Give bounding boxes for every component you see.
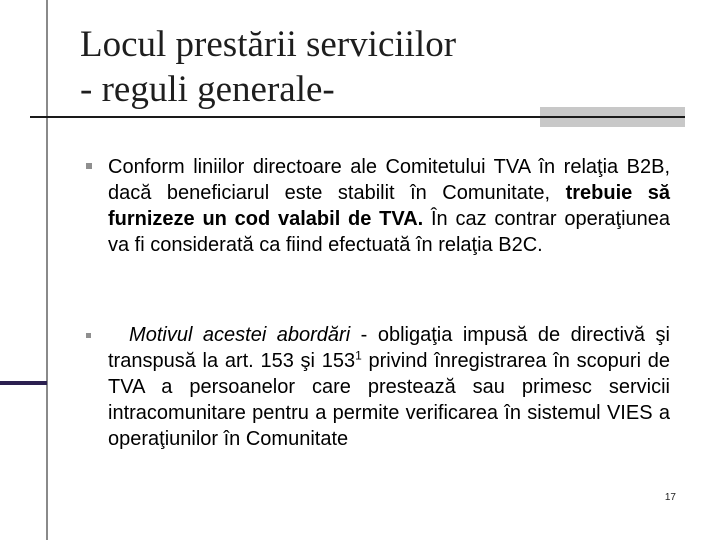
title-underline: [30, 116, 685, 118]
page-number: 17: [664, 492, 676, 503]
bullet-item-1: [108, 154, 670, 258]
bullet-item-2: [108, 322, 670, 452]
title-line-2: - reguli generale-: [80, 69, 335, 110]
left-accent-bar: [0, 381, 47, 385]
item2-text-mid: - obligaţia impusă de directivă şi transpusă la art. 153 şi 153: [108, 324, 671, 372]
item2-superscript: 1: [355, 348, 362, 363]
item1-text-start: Conform liniilor directoare ale Comitetului TVA în relaţia B2B, dacă beneficiarul este stabilit în Comunitate,: [108, 156, 670, 204]
item2-text-end: privind înregistrarea în scopuri de TVA a persoanelor care prestează sau primesc servicii intracomunitare pentru a permite verificarea în sistemul VIES a operaţiunilor în Comunitate: [108, 350, 671, 450]
bullet-square-icon: [86, 163, 92, 169]
item1-text-bold: trebuie să furnizeze un cod valabil de TVA.: [108, 182, 671, 230]
title-line-1: Locul prestării serviciilor: [80, 24, 457, 65]
item1-text-end: În caz contrar operaţiunea va fi considerată ca fiind efectuată în relaţia B2C.: [108, 208, 671, 256]
left-vertical-rule: [46, 0, 48, 540]
bullet-square-icon: [86, 333, 91, 338]
item2-text-italic: Motivul acestei abordări: [129, 324, 351, 346]
slide-title: [80, 22, 680, 112]
